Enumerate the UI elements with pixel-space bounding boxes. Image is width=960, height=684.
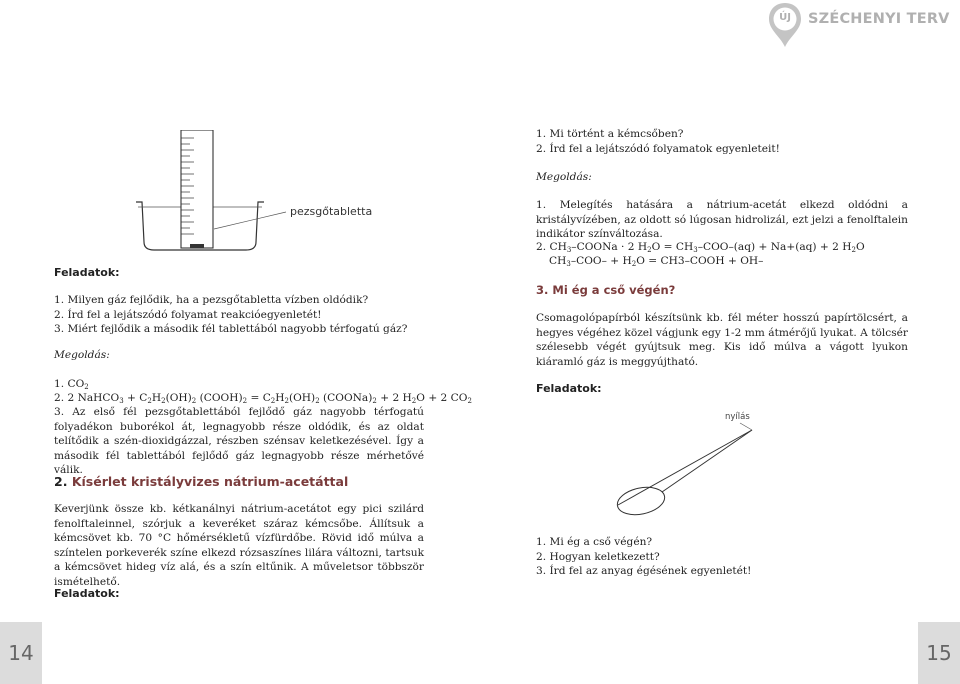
- right-questions-2: [536, 535, 751, 579]
- section-3-paragraph: Csomagolópapírból készítsünk kb. fél méter hosszú papírtölcsért, a hegyes végéhez közel vágjunk egy 1-2 mm átmérőjű lyukat. A tölcsér szélesebb végét gyújtsuk meg. Kis idő múlva a vágott lyukon kiáramló gáz is meggyújtható.: [536, 312, 908, 368]
- logo-pin-icon: [768, 2, 802, 48]
- left-question-2: 2. Írd fel a lejátszódó folyamat reakcióegyenletét!: [54, 308, 322, 321]
- logo-mark: ÚJ: [779, 12, 791, 23]
- cone-label-opening: nyílás: [725, 412, 750, 422]
- left-question-1: 1. Milyen gáz fejlődik, ha a pezsgőtabletta vízben oldódik?: [54, 294, 369, 306]
- right-question2-2: 2. Hogyan keletkezett?: [536, 550, 660, 563]
- szechenyi-logo: [768, 2, 954, 48]
- left-megoldas: Megoldás:: [54, 349, 110, 361]
- tablet: [190, 244, 204, 248]
- diagram-label-tablet: pezsgőtabletta: [290, 205, 373, 218]
- right-feladatok-heading: Feladatok:: [536, 382, 602, 395]
- left-question-3: 3. Miért fejlődik a második fél tablettából nagyobb térfogatú gáz?: [54, 323, 408, 335]
- measuring-cylinder: [181, 130, 213, 248]
- left-questions: [54, 293, 407, 337]
- section-2-title: 2. Kísérlet kristályvizes nátrium-acetáttal: [54, 474, 349, 489]
- right-question2-3: 3. Írd fel az anyag égésének egyenletét!: [536, 565, 752, 577]
- section-3-title: 3. Mi ég a cső végén?: [536, 283, 676, 297]
- left-answer-3: 3. Az első fél pezsgőtablettából fejlődő gáz nagyobb térfogatú folyadékon buborékol át, legnagyobb része oldódik, és az oldat telítődik a szén-dioxidgázzal, részben szénsav keletkezésével. Így a második fél tablettából fejlődő gáz legnagyobb része mérhetővé válik.: [54, 406, 424, 477]
- right-question2-1: 1. Mi ég a cső végén?: [536, 536, 653, 548]
- beaker-diagram: [128, 130, 383, 255]
- section-2-paragraph: Keverjünk össze kb. kétkanálnyi nátrium-acetátot egy pici szilárd fenolftaleinnel, szórjuk a keveréket száraz kémcsőbe. Állítsuk a kémcsövet kb. 70 °C hőmérsékletű vízfürdőbe. Rövid idő múlva a színtelen porkeverék színe elkezd rózsaszínes lilára változni, tartsuk a kémcsövet hideg víz alá, és a szín eltűnik. A műveletsor többször ismételhető.: [54, 503, 424, 588]
- page-number-left: 14: [0, 622, 42, 684]
- right-equation-1: 2. $CH_3$–COONa · 2 $H_2O = CH_3-COO-(aq) + Na+(aq) + 2$ $H_2O$: [536, 241, 865, 254]
- page-number-right: 15: [918, 622, 960, 684]
- right-question-2: 2. Írd fel a lejátszódó folyamatok egyenleteit!: [536, 142, 780, 155]
- logo-text: SZÉCHENYI TERV: [808, 11, 950, 27]
- left-feladatok-heading: Feladatok:: [54, 266, 120, 279]
- right-megoldas: Megoldás:: [536, 171, 592, 183]
- left-answer-1: 1. $CO_2$: [54, 378, 89, 391]
- right-question-1: 1. Mi történt a kémcsőben?: [536, 128, 684, 140]
- right-questions: [536, 127, 780, 156]
- right-answer-1: 1. Melegítés hatására a nátrium-acetát elkezd oldódni a kristályvízében, az oldott só lúgosan hidrolizál, ezt jelzi a fenolftalein indikátor színváltozása.: [536, 199, 908, 241]
- left-answer-2-equation: 2. 2 NaHCO$_3$ + $C_2H_2(OH)_2$ $(COOH)_2 = C_2H_2(OH)_2$ $(COONa)_2 + 2$ $H_2O + 2$ $CO_2$: [54, 392, 472, 405]
- right-equation-2: $CH_3-COO- + H_2O$ = CH3–COOH + OH–: [549, 255, 764, 268]
- left-feladatok-2: Feladatok:: [54, 587, 120, 600]
- cone-wide-end: [615, 483, 667, 518]
